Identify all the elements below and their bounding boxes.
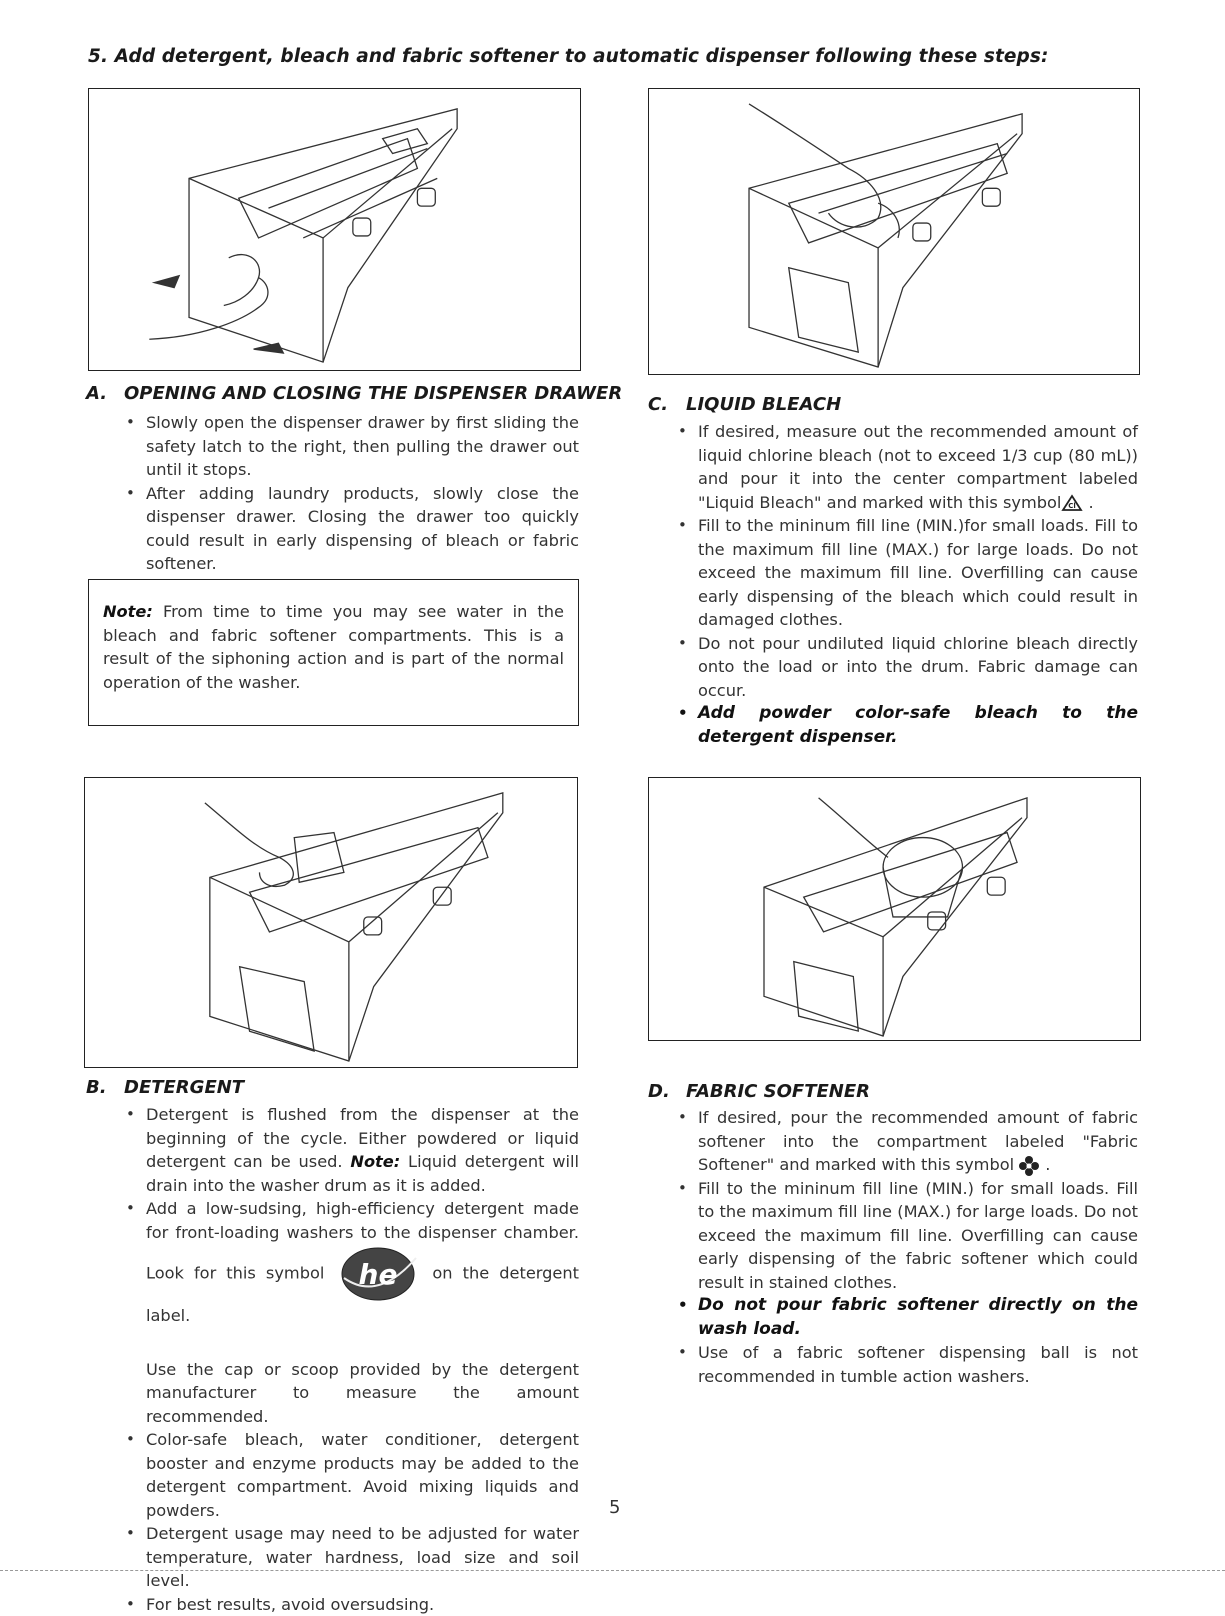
list-item <box>676 420 1138 514</box>
detergent-drawing <box>85 778 577 1067</box>
section-d-title <box>648 1081 870 1102</box>
list-item: • After adding laundry products, slowly close the dispenser drawer. Closing the drawer too quickly could result in early dispensing of bleach or fabric softener. <box>124 482 579 576</box>
list-item: • Do not pour fabric softener directly on the wash load. <box>676 1294 1138 1341</box>
page-number: 5 <box>609 1497 620 1518</box>
illustration-liquid-bleach <box>648 88 1140 375</box>
fabric-softener-flower-icon <box>1018 1155 1040 1177</box>
fabric-softener-drawing <box>649 778 1140 1040</box>
section-a-letter: A. <box>86 383 124 404</box>
he-bullet-text: Add a low-sudsing, high-efficiency detergent made for front-loading washers to the dispenser chamber. Look for this symbol <box>146 1199 579 1283</box>
note-box <box>88 579 579 726</box>
note-label: Note: <box>103 602 153 621</box>
section-b-letter: B. <box>86 1077 124 1098</box>
list-item <box>124 1103 579 1197</box>
bleach-bullet-text: If desired, measure out the recommended amount of liquid chlorine bleach (not to exceed 1/3 cup (80 mL)) and pour it into the center compartment labeled "Liquid Bleach" and marked with this symbol <box>698 422 1138 512</box>
section-b-bullets <box>124 1103 579 1616</box>
list-item <box>676 1106 1138 1177</box>
section-b-title <box>86 1077 244 1098</box>
section-a-bullets <box>124 411 579 576</box>
softener-bullet-text: If desired, pour the recommended amount of fabric softener into the compartment labeled "Fabric Softener" and marked with this symbol <box>698 1108 1138 1174</box>
section-d-letter: D. <box>648 1081 686 1102</box>
section-c-letter: C. <box>648 394 686 415</box>
section-a-heading: OPENING AND CLOSING THE DISPENSER DRAWER <box>124 383 622 404</box>
he-logo-text: he <box>359 1258 398 1291</box>
list-item: • For best results, avoid oversudsing. <box>124 1593 579 1616</box>
note-text: From time to time you may see water in the bleach and fabric softener compartments. This is a result of the siphoning action and is part of the normal operation of the washer. <box>103 602 564 692</box>
section-a-title <box>86 383 622 404</box>
list-item: • Fill to the mininum fill line (MIN.) for small loads. Fill to the maximum fill line (MAX.) for large loads. Do not exceed the maximum fill line. Overfilling can cause early dispensing of the fabric softener which could result in stained clothes. <box>676 1177 1138 1295</box>
list-item: • Add powder color-safe bleach to the detergent dispenser. <box>676 702 1138 749</box>
svg-text:Cl: Cl <box>1069 502 1077 510</box>
list-item: • Detergent usage may need to be adjusted for water temperature, water hardness, load size and soil level. <box>124 1522 579 1593</box>
liquid-bleach-symbol-icon <box>1061 494 1083 512</box>
section-b-heading: DETERGENT <box>124 1077 244 1098</box>
section-d-heading: FABRIC SOFTENER <box>686 1081 870 1102</box>
he-logo-icon <box>330 1244 426 1304</box>
list-item: • Fill to the mininum fill line (MIN.)for small loads. Fill to the maximum fill line (MAX.) for large loads. Do not exceed the maximum fill line. Overfilling can cause early dispensing of the bleach which could result in damaged clothes. <box>676 514 1138 632</box>
list-item: • Color-safe bleach, water conditioner, detergent booster and enzyme products may be added to the detergent compartment. Avoid mixing liquids and powders. <box>124 1428 579 1522</box>
drawer-opening-drawing <box>89 89 580 370</box>
detergent-note-label: Note: <box>350 1152 400 1171</box>
softener-bullet-end: . <box>1040 1155 1050 1174</box>
illustration-opening-drawer <box>88 88 581 371</box>
he-bullet-continuation: Use the cap or scoop provided by the detergent manufacturer to measure the amount recommended. <box>146 1358 579 1429</box>
list-item: • Do not pour undiluted liquid chlorine bleach directly onto the load or into the drum. Fabric damage can occur. <box>676 632 1138 703</box>
bleach-bullet-end: . <box>1083 493 1093 512</box>
detergent-bullet-text: Detergent is flushed from the dispenser at the beginning of the cycle. Either powdered or liquid detergent can be used. <box>146 1105 579 1171</box>
list-item <box>124 1197 579 1428</box>
detergent-bullet-end: Liquid detergent will drain into the washer drum as it is added. <box>146 1152 579 1195</box>
list-item: • Use of a fabric softener dispensing ball is not recommended in tumble action washers. <box>676 1341 1138 1388</box>
section-d-bullets <box>676 1106 1138 1388</box>
illustration-detergent <box>84 777 578 1068</box>
section-c-bullets <box>676 420 1138 749</box>
page-heading: 5. Add detergent, bleach and fabric softener to automatic dispenser following these steps: <box>88 46 1049 67</box>
list-item: • Slowly open the dispenser drawer by first sliding the safety latch to the right, then pulling the drawer out until it stops. <box>124 411 579 482</box>
liquid-bleach-drawing <box>649 89 1139 374</box>
footer-divider <box>0 1570 1225 1571</box>
section-c-heading: LIQUID BLEACH <box>686 394 841 415</box>
illustration-fabric-softener <box>648 777 1141 1041</box>
section-c-title <box>648 394 841 415</box>
he-bullet-end: on the detergent label. <box>146 1264 579 1326</box>
